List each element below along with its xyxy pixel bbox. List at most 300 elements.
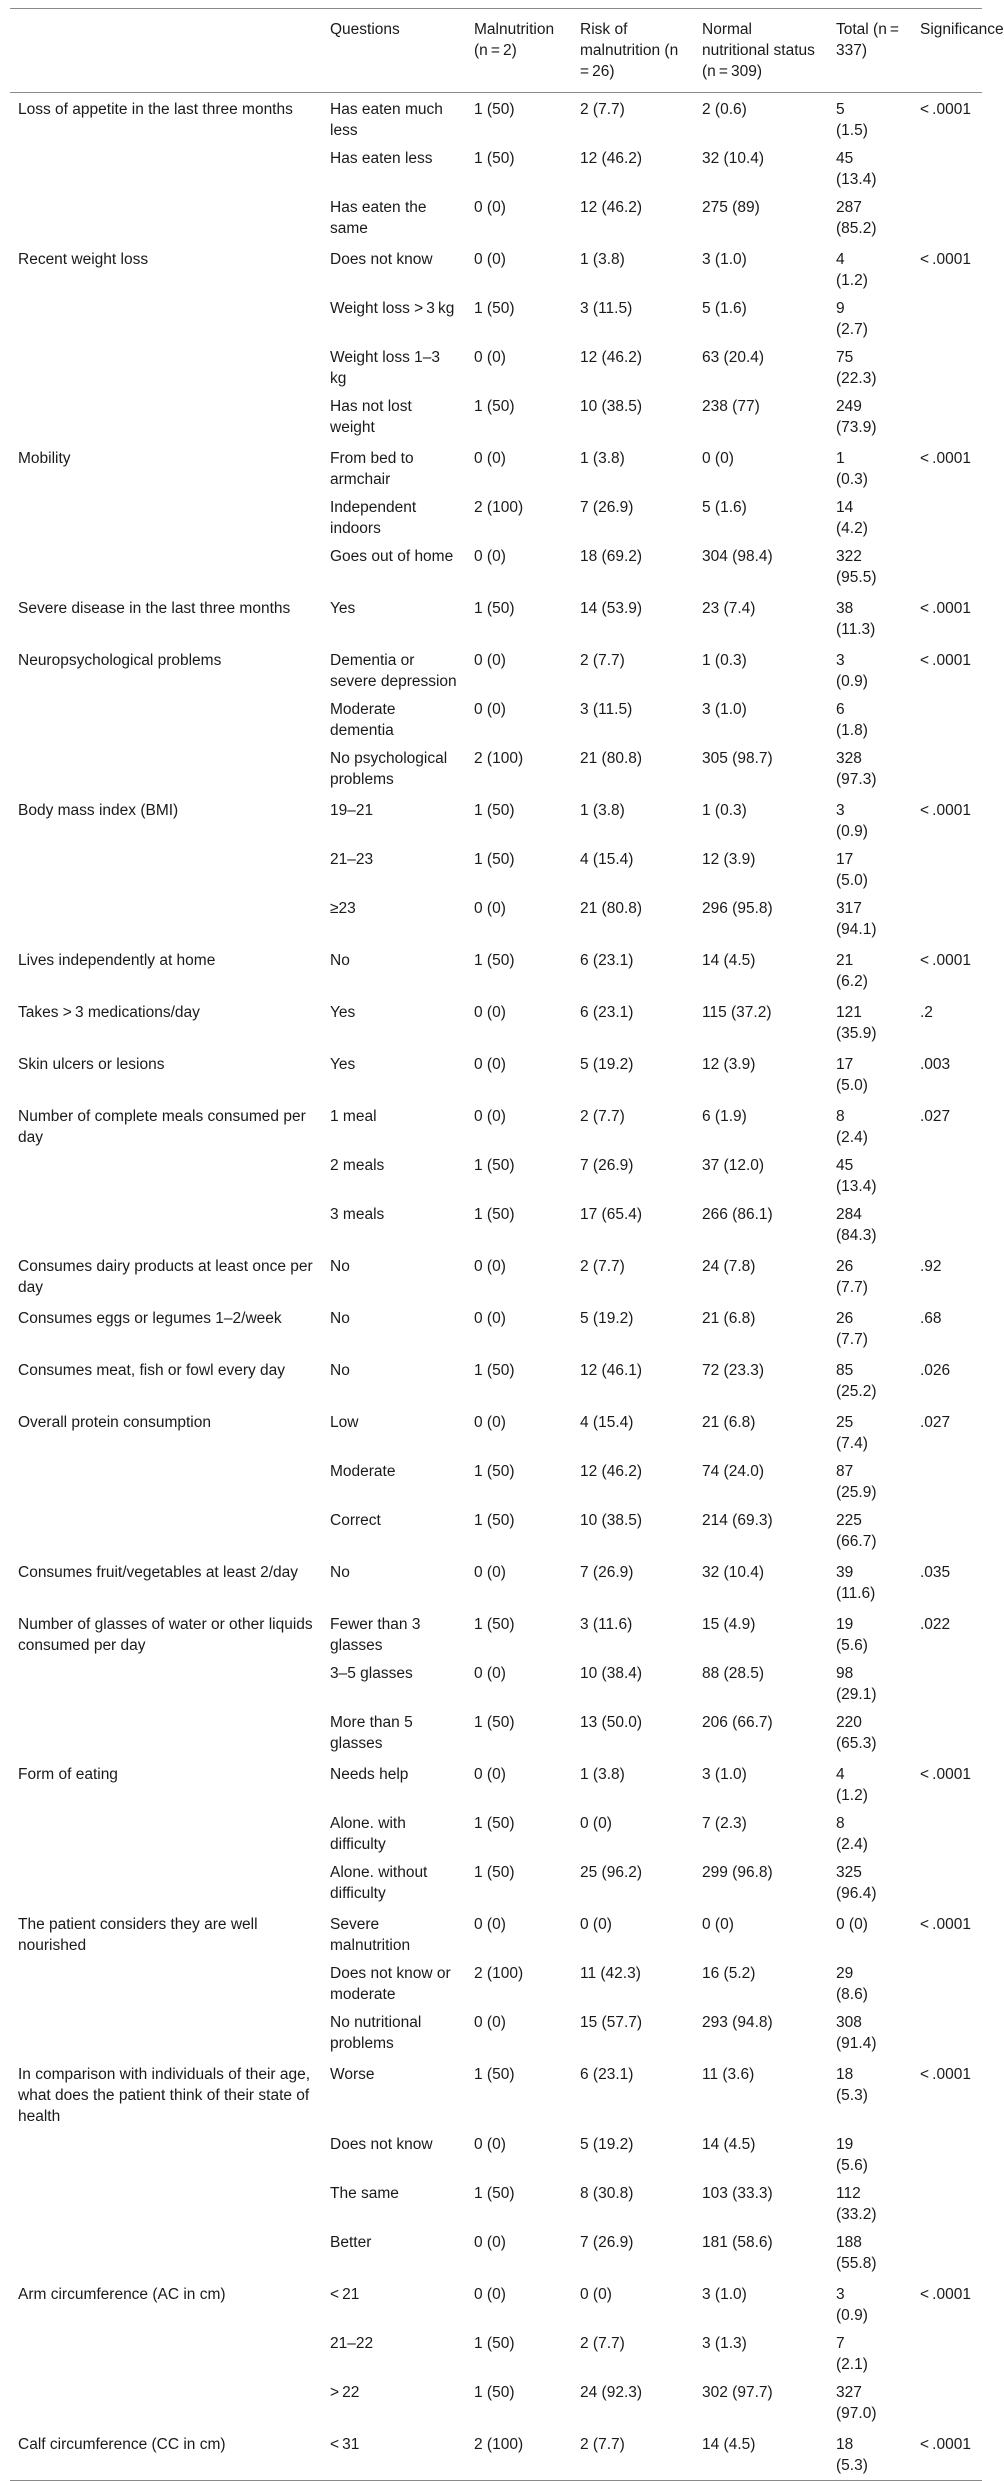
cell-normal: 5 (1.6) — [702, 499, 747, 516]
cell-item: Number of glasses of water or other liquids consumed per day — [18, 1616, 313, 1654]
cell-significance: .2 — [920, 1004, 933, 1021]
cell-item — [10, 1960, 322, 2009]
table-row — [10, 243, 982, 295]
total-count: 85 — [836, 1362, 854, 1379]
cell-item — [10, 2330, 322, 2379]
cell-item — [10, 2379, 322, 2428]
cell-risk: 12 (46.2) — [580, 199, 643, 216]
cell-normal: 206 (66.7) — [702, 1714, 773, 1731]
cell-item — [10, 846, 322, 895]
cell-risk: 1 (3.8) — [580, 1766, 625, 1783]
cell-item — [10, 1201, 322, 1250]
cell-risk: 11 (42.3) — [580, 1965, 641, 1982]
cell-significance — [912, 2379, 982, 2428]
total-count: 38 — [836, 600, 854, 617]
cell-normal: 302 (97.7) — [702, 2384, 773, 2401]
cell-significance: .027 — [920, 1414, 951, 1431]
table-row — [10, 2229, 982, 2278]
cell-answer: Correct — [330, 1512, 381, 1529]
cell-risk: 12 (46.1) — [580, 1362, 643, 1379]
cell-normal: 14 (4.5) — [702, 2136, 756, 2153]
cell-answer: Has eaten less — [330, 150, 433, 167]
cell-risk: 5 (19.2) — [580, 1056, 634, 1073]
total-percent: (91.4) — [836, 2035, 877, 2052]
cell-total — [828, 194, 912, 243]
cell-answer: 2 meals — [330, 1157, 385, 1174]
table-body — [10, 93, 982, 2481]
table-row — [10, 543, 982, 592]
table-row — [10, 1660, 982, 1709]
total-percent: (35.9) — [836, 1025, 877, 1042]
cell-malnutrition: 0 (0) — [474, 652, 506, 669]
cell-normal: 72 (23.3) — [702, 1362, 765, 1379]
cell-total — [828, 442, 912, 494]
table-row — [10, 1354, 982, 1406]
cell-total — [828, 1608, 912, 1660]
cell-malnutrition: 0 (0) — [474, 1310, 506, 1327]
table-row — [10, 2278, 982, 2330]
header-questions: Questions — [330, 21, 400, 38]
cell-answer: Does not know — [330, 251, 433, 268]
cell-significance — [912, 895, 982, 944]
cell-risk: 4 (15.4) — [580, 851, 634, 868]
cell-malnutrition: 0 (0) — [474, 1766, 506, 1783]
cell-answer: No psychological problems — [330, 750, 448, 788]
cell-malnutrition: 0 (0) — [474, 251, 506, 268]
total-percent: (95.5) — [836, 569, 877, 586]
total-count: 287 — [836, 199, 862, 216]
cell-normal: 3 (1.0) — [702, 1766, 747, 1783]
cell-significance: .003 — [920, 1056, 951, 1073]
nutrition-assessment-table — [10, 8, 1004, 2481]
cell-significance — [912, 846, 982, 895]
table-row — [10, 895, 982, 944]
total-count: 29 — [836, 1965, 854, 1982]
cell-answer: No — [330, 1564, 350, 1581]
cell-item — [10, 2229, 322, 2278]
cell-normal: 305 (98.7) — [702, 750, 773, 767]
cell-total — [828, 1810, 912, 1859]
header-total: Total (n = 337) — [836, 21, 903, 59]
cell-normal: 14 (4.5) — [702, 952, 756, 969]
cell-total — [828, 344, 912, 393]
cell-answer: No — [330, 1362, 350, 1379]
cell-answer: Yes — [330, 1056, 356, 1073]
cell-risk: 24 (92.3) — [580, 2384, 643, 2401]
cell-item — [10, 1709, 322, 1758]
total-percent: (0.9) — [836, 823, 868, 840]
total-percent: (13.4) — [836, 1178, 877, 1195]
cell-answer: No — [330, 952, 350, 969]
cell-malnutrition: 0 (0) — [474, 1004, 506, 1021]
cell-total — [828, 1709, 912, 1758]
cell-answer: Fewer than 3 glasses — [330, 1616, 421, 1654]
total-percent: (0.9) — [836, 2307, 868, 2324]
cell-malnutrition: 1 (50) — [474, 1815, 515, 1832]
total-count: 75 — [836, 349, 854, 366]
cell-significance: < .0001 — [920, 2286, 971, 2303]
total-percent: (66.7) — [836, 1533, 877, 1550]
total-count: 17 — [836, 1056, 854, 1073]
cell-item — [10, 2180, 322, 2229]
cell-malnutrition: 0 (0) — [474, 1916, 506, 1933]
total-count: 26 — [836, 1310, 854, 1327]
cell-normal: 74 (24.0) — [702, 1463, 765, 1480]
table-row — [10, 1608, 982, 1660]
cell-risk: 7 (26.9) — [580, 1564, 634, 1581]
cell-total — [828, 295, 912, 344]
cell-malnutrition: 1 (50) — [474, 2066, 515, 2083]
cell-significance: < .0001 — [920, 1766, 971, 1783]
table-row — [10, 2379, 982, 2428]
cell-total — [828, 846, 912, 895]
cell-item — [10, 543, 322, 592]
table-row — [10, 592, 982, 644]
cell-answer: Does not know — [330, 2136, 433, 2153]
total-count: 45 — [836, 1157, 854, 1174]
cell-normal: 7 (2.3) — [702, 1815, 747, 1832]
cell-answer: Worse — [330, 2066, 375, 2083]
table-row — [10, 1048, 982, 1100]
total-count: 8 — [836, 1108, 845, 1125]
cell-significance: .92 — [920, 1258, 942, 1275]
cell-item — [10, 344, 322, 393]
cell-risk: 10 (38.5) — [580, 1512, 643, 1529]
table-row — [10, 2058, 982, 2131]
cell-total — [828, 2180, 912, 2229]
cell-normal: 21 (6.8) — [702, 1310, 756, 1327]
cell-item — [10, 1859, 322, 1908]
cell-risk: 18 (69.2) — [580, 548, 643, 565]
total-count: 25 — [836, 1414, 854, 1431]
table-row — [10, 442, 982, 494]
cell-significance: .026 — [920, 1362, 951, 1379]
cell-total — [828, 1354, 912, 1406]
cell-item: Takes > 3 medications/day — [18, 1004, 200, 1021]
cell-malnutrition: 1 (50) — [474, 1512, 515, 1529]
header-significance: Significance — [920, 21, 1004, 38]
cell-answer: Independent indoors — [330, 499, 417, 537]
table-row — [10, 644, 982, 696]
cell-total — [828, 1048, 912, 1100]
cell-total — [828, 1152, 912, 1201]
table-header — [10, 9, 1004, 93]
cell-risk: 0 (0) — [580, 1916, 612, 1933]
cell-risk: 6 (23.1) — [580, 1004, 634, 1021]
cell-risk: 2 (7.7) — [580, 652, 625, 669]
total-count: 21 — [836, 952, 854, 969]
table-row — [10, 194, 982, 243]
cell-risk: 3 (11.6) — [580, 1616, 633, 1633]
total-count: 284 — [836, 1206, 862, 1223]
cell-significance — [912, 1458, 982, 1507]
cell-item — [10, 2131, 322, 2180]
total-count: 39 — [836, 1564, 854, 1581]
cell-total — [828, 794, 912, 846]
cell-risk: 2 (7.7) — [580, 2436, 625, 2453]
cell-answer: No nutritional problems — [330, 2014, 422, 2052]
cell-malnutrition: 1 (50) — [474, 1864, 515, 1881]
table-row — [10, 2131, 982, 2180]
cell-total — [828, 2379, 912, 2428]
cell-answer: Alone. with difficulty — [330, 1815, 406, 1853]
total-count: 1 — [836, 450, 845, 467]
cell-risk: 7 (26.9) — [580, 2234, 634, 2251]
total-count: 19 — [836, 2136, 854, 2153]
total-percent: (97.0) — [836, 2405, 877, 2422]
table-row — [10, 1100, 982, 1152]
cell-significance — [912, 2229, 982, 2278]
cell-malnutrition: 1 (50) — [474, 1157, 515, 1174]
cell-item: Neuropsychological problems — [18, 652, 222, 669]
cell-malnutrition: 0 (0) — [474, 199, 506, 216]
total-percent: (7.4) — [836, 1435, 868, 1452]
table-row — [10, 1960, 982, 2009]
cell-item — [10, 393, 322, 442]
cell-malnutrition: 2 (100) — [474, 750, 524, 767]
cell-answer: 1 meal — [330, 1108, 377, 1125]
cell-risk: 3 (11.5) — [580, 701, 633, 718]
total-count: 249 — [836, 398, 862, 415]
table-row — [10, 1758, 982, 1810]
total-percent: (25.2) — [836, 1383, 877, 1400]
table-row — [10, 1250, 982, 1302]
total-percent: (5.6) — [836, 2157, 868, 2174]
cell-normal: 16 (5.2) — [702, 1965, 756, 1982]
total-percent: (5.0) — [836, 1077, 868, 1094]
cell-significance — [912, 2009, 982, 2058]
cell-answer: More than 5 glasses — [330, 1714, 413, 1752]
cell-normal: 181 (58.6) — [702, 2234, 773, 2251]
total-count: 98 — [836, 1665, 854, 1682]
table-row — [10, 996, 982, 1048]
cell-answer: 19–21 — [330, 802, 374, 819]
total-percent: (73.9) — [836, 419, 877, 436]
cell-risk: 10 (38.4) — [580, 1665, 643, 1682]
cell-risk: 12 (46.2) — [580, 1463, 643, 1480]
cell-significance: < .0001 — [920, 600, 971, 617]
cell-item — [10, 494, 322, 543]
cell-malnutrition: 2 (100) — [474, 2436, 524, 2453]
cell-risk: 7 (26.9) — [580, 1157, 634, 1174]
cell-significance: < .0001 — [920, 652, 971, 669]
cell-significance: < .0001 — [920, 802, 971, 819]
cell-total — [828, 644, 912, 696]
cell-answer: > 22 — [330, 2384, 360, 2401]
cell-normal: 299 (96.8) — [702, 1864, 773, 1881]
cell-significance — [912, 1709, 982, 1758]
cell-normal: 11 (3.6) — [702, 2066, 755, 2083]
cell-risk: 13 (50.0) — [580, 1714, 643, 1731]
cell-total — [828, 2131, 912, 2180]
cell-significance — [912, 696, 982, 745]
cell-malnutrition: 1 (50) — [474, 851, 515, 868]
cell-item: Skin ulcers or lesions — [18, 1056, 165, 1073]
total-percent: (7.7) — [836, 1279, 868, 1296]
total-count: 0 (0) — [836, 1916, 868, 1933]
cell-malnutrition: 1 (50) — [474, 150, 515, 167]
cell-malnutrition: 1 (50) — [474, 1463, 515, 1480]
total-count: 3 — [836, 652, 845, 669]
cell-normal: 0 (0) — [702, 450, 734, 467]
cell-risk: 7 (26.9) — [580, 499, 634, 516]
cell-malnutrition: 1 (50) — [474, 2185, 515, 2202]
cell-answer: Has not lost weight — [330, 398, 412, 436]
cell-malnutrition: 0 (0) — [474, 1258, 506, 1275]
cell-normal: 1 (0.3) — [702, 802, 747, 819]
cell-malnutrition: 1 (50) — [474, 2384, 515, 2401]
cell-malnutrition: 0 (0) — [474, 701, 506, 718]
total-count: 26 — [836, 1258, 854, 1275]
cell-total — [828, 592, 912, 644]
cell-total — [828, 393, 912, 442]
cell-total — [828, 2229, 912, 2278]
total-percent: (1.5) — [836, 122, 868, 139]
cell-answer: Alone. without difficulty — [330, 1864, 428, 1902]
cell-risk: 1 (3.8) — [580, 251, 625, 268]
cell-item — [10, 1152, 322, 1201]
cell-total — [828, 1250, 912, 1302]
cell-answer: Does not know or moderate — [330, 1965, 451, 2003]
cell-total — [828, 1458, 912, 1507]
table-row — [10, 2180, 982, 2229]
cell-total — [828, 2428, 912, 2481]
table-row — [10, 1201, 982, 1250]
table-row — [10, 393, 982, 442]
cell-malnutrition: 0 (0) — [474, 1564, 506, 1581]
total-count: 220 — [836, 1714, 862, 1731]
cell-answer: < 31 — [330, 2436, 360, 2453]
cell-total — [828, 996, 912, 1048]
cell-significance — [912, 2330, 982, 2379]
total-percent: (11.6) — [836, 1585, 876, 1602]
cell-malnutrition: 0 (0) — [474, 1414, 506, 1431]
cell-answer: Weight loss > 3 kg — [330, 300, 455, 317]
total-percent: (29.1) — [836, 1686, 877, 1703]
total-percent: (2.7) — [836, 321, 868, 338]
cell-answer: The same — [330, 2185, 399, 2202]
header-normal-nutritional-status: Normal nutritional status (n = 309) — [702, 21, 815, 80]
cell-answer: 21–23 — [330, 851, 374, 868]
cell-answer: Goes out of home — [330, 548, 454, 565]
cell-item: Loss of appetite in the last three months — [18, 101, 293, 118]
table-row — [10, 1908, 982, 1960]
cell-normal: 266 (86.1) — [702, 1206, 773, 1223]
cell-significance — [912, 194, 982, 243]
total-percent: (94.1) — [836, 921, 877, 938]
table-row — [10, 696, 982, 745]
total-percent: (6.2) — [836, 973, 868, 990]
cell-normal: 23 (7.4) — [702, 600, 756, 617]
cell-significance — [912, 494, 982, 543]
cell-malnutrition: 1 (50) — [474, 1714, 515, 1731]
cell-malnutrition: 1 (50) — [474, 398, 515, 415]
total-percent: (5.0) — [836, 872, 868, 889]
cell-total — [828, 543, 912, 592]
total-percent: (55.8) — [836, 2255, 877, 2272]
cell-normal: 12 (3.9) — [702, 1056, 756, 1073]
cell-significance — [912, 393, 982, 442]
total-percent: (0.3) — [836, 471, 868, 488]
cell-significance — [912, 1152, 982, 1201]
cell-significance: < .0001 — [920, 101, 971, 118]
cell-total — [828, 745, 912, 794]
cell-malnutrition: 2 (100) — [474, 499, 524, 516]
header-row — [10, 9, 982, 93]
cell-answer: Moderate dementia — [330, 701, 396, 739]
total-percent: (33.2) — [836, 2206, 877, 2223]
cell-total — [828, 2058, 912, 2131]
cell-risk: 25 (96.2) — [580, 1864, 643, 1881]
cell-normal: 6 (1.9) — [702, 1108, 747, 1125]
total-count: 4 — [836, 251, 845, 268]
cell-item: Consumes eggs or legumes 1–2/week — [18, 1310, 282, 1327]
cell-item — [10, 295, 322, 344]
cell-normal: 304 (98.4) — [702, 548, 773, 565]
cell-malnutrition: 1 (50) — [474, 101, 515, 118]
cell-answer: Yes — [330, 600, 356, 617]
cell-normal: 32 (10.4) — [702, 1564, 765, 1581]
cell-significance: .68 — [920, 1310, 942, 1327]
cell-significance — [912, 2180, 982, 2229]
cell-total — [828, 2009, 912, 2058]
total-count: 18 — [836, 2066, 854, 2083]
cell-malnutrition: 0 (0) — [474, 1665, 506, 1682]
cell-normal: 14 (4.5) — [702, 2436, 756, 2453]
cell-significance — [912, 745, 982, 794]
cell-malnutrition: 0 (0) — [474, 548, 506, 565]
total-count: 19 — [836, 1616, 854, 1633]
table-row — [10, 1556, 982, 1608]
cell-significance: .035 — [920, 1564, 951, 1581]
cell-risk: 12 (46.2) — [580, 349, 643, 366]
cell-total — [828, 1758, 912, 1810]
cell-answer: From bed to armchair — [330, 450, 414, 488]
cell-total — [828, 1100, 912, 1152]
cell-risk: 21 (80.8) — [580, 900, 643, 917]
cell-risk: 2 (7.7) — [580, 101, 625, 118]
cell-answer: ≥23 — [330, 900, 356, 917]
total-count: 322 — [836, 548, 862, 565]
cell-answer: Dementia or severe depression — [330, 652, 457, 690]
cell-significance — [912, 1507, 982, 1556]
table-row — [10, 2428, 982, 2481]
cell-answer: Low — [330, 1414, 359, 1431]
cell-malnutrition: 1 (50) — [474, 600, 515, 617]
total-percent: (22.3) — [836, 370, 877, 387]
cell-total — [828, 1302, 912, 1354]
cell-malnutrition: 0 (0) — [474, 2286, 506, 2303]
table-row — [10, 1507, 982, 1556]
cell-risk: 12 (46.2) — [580, 150, 643, 167]
table-row — [10, 1709, 982, 1758]
cell-normal: 0 (0) — [702, 1916, 734, 1933]
cell-item — [10, 1458, 322, 1507]
cell-item: Recent weight loss — [18, 251, 149, 268]
cell-item: Lives independently at home — [18, 952, 216, 969]
total-percent: (5.6) — [836, 1637, 868, 1654]
cell-item: The patient considers they are well nourished — [18, 1916, 258, 1954]
cell-item: Body mass index (BMI) — [18, 802, 179, 819]
cell-risk: 1 (3.8) — [580, 802, 625, 819]
table-row — [10, 944, 982, 996]
cell-risk: 6 (23.1) — [580, 2066, 634, 2083]
cell-malnutrition: 0 (0) — [474, 900, 506, 917]
cell-significance: < .0001 — [920, 952, 971, 969]
total-count: 18 — [836, 2436, 854, 2453]
cell-normal: 214 (69.3) — [702, 1512, 773, 1529]
total-percent: (8.6) — [836, 1986, 868, 2003]
